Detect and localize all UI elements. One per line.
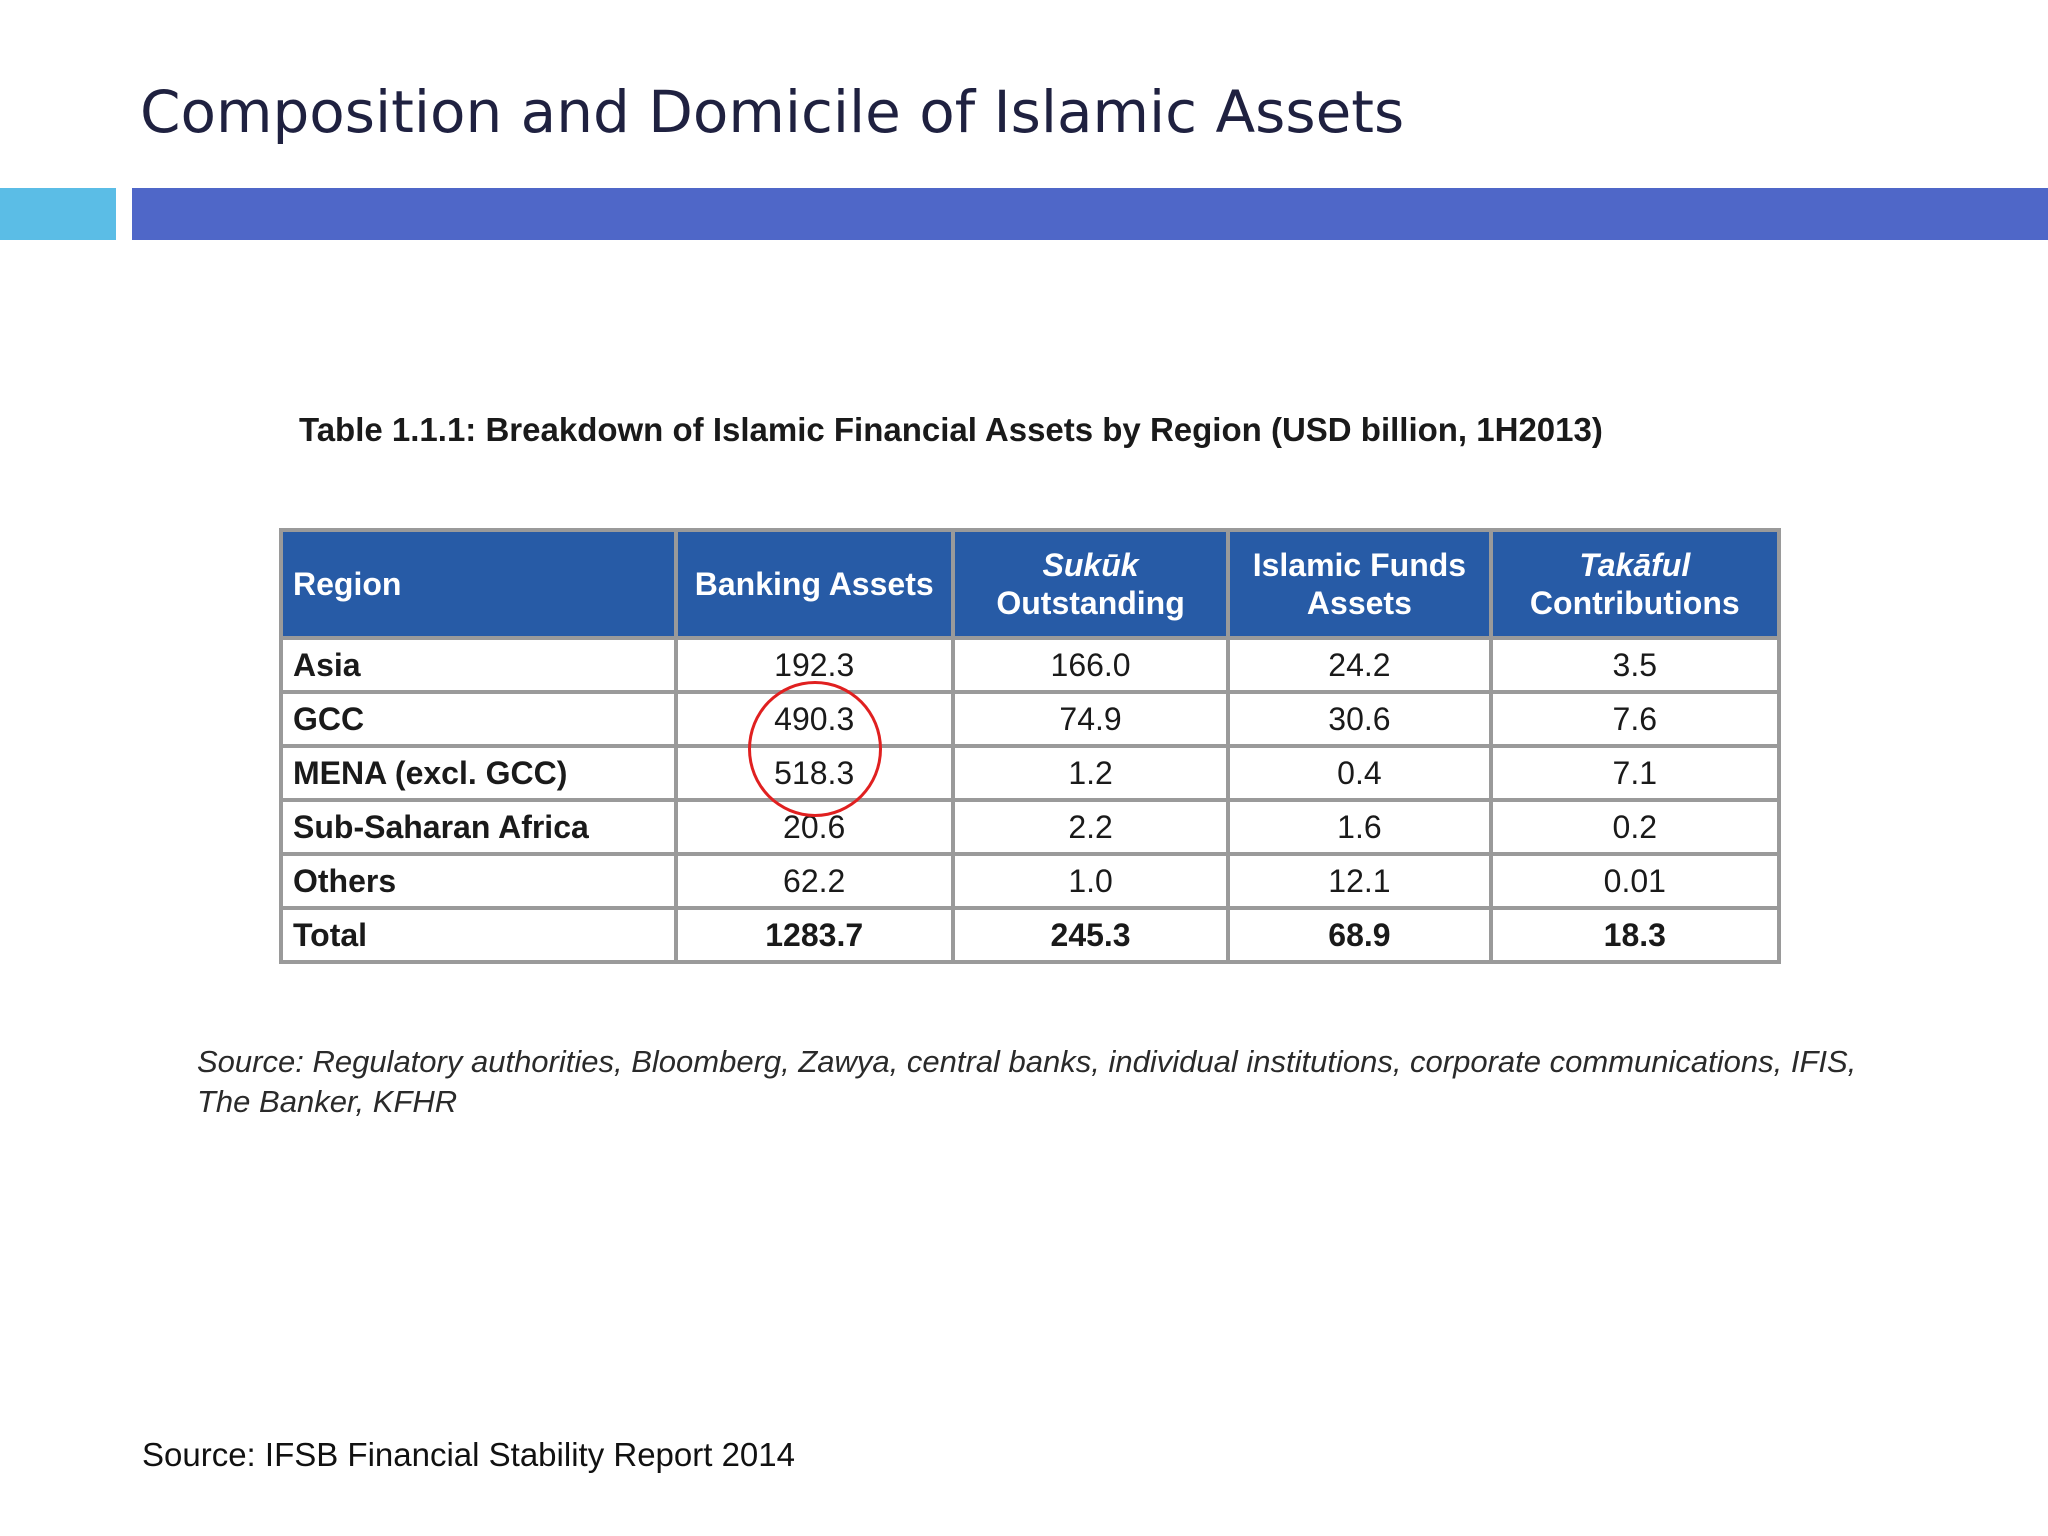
table-row (281, 638, 1779, 692)
header-funds-line1: Islamic Funds (1252, 547, 1467, 583)
header-sukuk-line2: Outstanding (996, 585, 1185, 621)
cell-takaful: 18.3 (1491, 908, 1779, 962)
cell-region: Sub-Saharan Africa (281, 800, 676, 854)
islamic-assets-table (279, 528, 1781, 964)
header-islamic-funds-assets (1228, 530, 1490, 638)
cell-takaful: 7.6 (1491, 692, 1779, 746)
header-takaful-contributions (1491, 530, 1779, 638)
cell-banking: 518.3 (676, 746, 953, 800)
header-region: Region (281, 530, 676, 638)
cell-sukuk: 1.2 (953, 746, 1228, 800)
table-source-note: Source: Regulatory authorities, Bloomberg, Zawya, central banks, individual institutions, corporate communications, IFIS, The Banker, KFHR (197, 1044, 1857, 1119)
cell-takaful: 0.2 (1491, 800, 1779, 854)
cell-sukuk: 2.2 (953, 800, 1228, 854)
header-sukuk-line1: Sukūk (1042, 547, 1139, 583)
cell-sukuk: 166.0 (953, 638, 1228, 692)
accent-block (0, 188, 116, 240)
cell-region: Others (281, 854, 676, 908)
header-takaful-line1: Takāful (1579, 547, 1691, 583)
cell-funds: 1.6 (1228, 800, 1490, 854)
table-row (281, 854, 1779, 908)
table-caption: Table 1.1.1: Breakdown of Islamic Financial Assets by Region (USD billion, 1H2013) (299, 411, 1603, 448)
cell-funds: 0.4 (1228, 746, 1490, 800)
cell-takaful: 0.01 (1491, 854, 1779, 908)
cell-takaful: 7.1 (1491, 746, 1779, 800)
cell-banking: 20.6 (676, 800, 953, 854)
cell-funds: 30.6 (1228, 692, 1490, 746)
table-row (281, 692, 1779, 746)
header-funds-line2: Assets (1306, 585, 1412, 621)
cell-region: GCC (281, 692, 676, 746)
table-row (281, 800, 1779, 854)
cell-region: Asia (281, 638, 676, 692)
table-row (281, 746, 1779, 800)
header-banking-assets: Banking Assets (676, 530, 953, 638)
cell-funds: 68.9 (1228, 908, 1490, 962)
header-takaful-line2: Contributions (1529, 585, 1740, 621)
cell-region: Total (281, 908, 676, 962)
cell-sukuk: 1.0 (953, 854, 1228, 908)
slide-title: Composition and Domicile of Islamic Assets (140, 78, 1405, 146)
cell-funds: 12.1 (1228, 854, 1490, 908)
header-sukuk-outstanding (953, 530, 1228, 638)
highlight-circle (748, 681, 882, 817)
cell-banking: 1283.7 (676, 908, 953, 962)
slide-source-footer: Source: IFSB Financial Stability Report 2014 (142, 1436, 795, 1473)
title-accent-bar (132, 188, 2048, 240)
cell-sukuk: 74.9 (953, 692, 1228, 746)
cell-banking: 490.3 (676, 692, 953, 746)
cell-funds: 24.2 (1228, 638, 1490, 692)
table-header-row (281, 530, 1779, 638)
cell-sukuk: 245.3 (953, 908, 1228, 962)
table-total-row (281, 908, 1779, 962)
cell-banking: 192.3 (676, 638, 953, 692)
cell-region: MENA (excl. GCC) (281, 746, 676, 800)
cell-banking: 62.2 (676, 854, 953, 908)
cell-takaful: 3.5 (1491, 638, 1779, 692)
